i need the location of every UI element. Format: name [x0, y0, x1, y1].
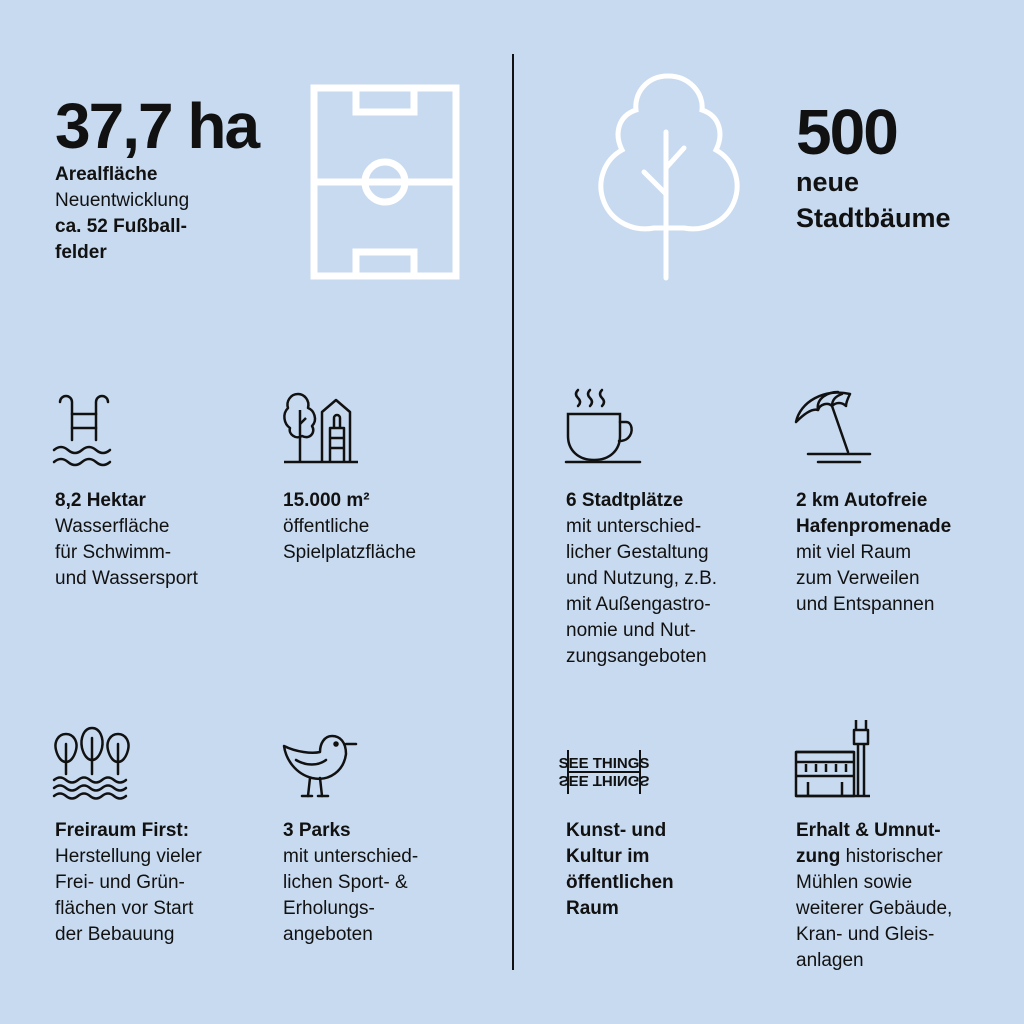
- feature-line: Kran- und Gleis-: [796, 924, 935, 945]
- feature-line: Mühlen sowie: [796, 872, 913, 893]
- area-line-2: Neuentwicklung: [55, 190, 190, 211]
- feature-title: zung: [796, 846, 841, 867]
- feature-line: mit Außengastro-: [566, 594, 711, 615]
- pool-ladder-icon: [52, 392, 116, 468]
- feature-title: Raum: [566, 898, 619, 919]
- feature-title: 15.000 m²: [283, 490, 370, 511]
- feature-title: Kunst- und: [566, 820, 667, 841]
- feature-line: weiterer Gebäude,: [796, 898, 953, 919]
- playground-icon: [282, 388, 360, 466]
- trees-description: [796, 164, 951, 236]
- feature-line: angeboten: [283, 924, 373, 945]
- feature-line: licher Gestaltung: [566, 542, 709, 563]
- feature-line: für Schwimm-: [55, 542, 172, 563]
- trees-line-2: Stadtbäume: [796, 203, 951, 233]
- feature-title: Hafenpromenade: [796, 516, 952, 537]
- feature-line: und Entspannen: [796, 594, 935, 615]
- feature-line: Herstellung vieler: [55, 846, 202, 867]
- feature-title: 6 Stadtplätze: [566, 490, 684, 511]
- feature-line: Wasserfläche: [55, 516, 170, 537]
- feature-water: [55, 488, 198, 592]
- tree-icon: [594, 72, 744, 282]
- center-divider: [512, 54, 514, 970]
- feature-line: historischer: [840, 846, 943, 867]
- feature-title: Freiraum First:: [55, 820, 190, 841]
- trees-water-icon: [52, 724, 132, 798]
- feature-title: 3 Parks: [283, 820, 351, 841]
- soccer-field-icon: [310, 84, 460, 280]
- feature-parks: [283, 818, 418, 948]
- feature-line: Erholungs-: [283, 898, 375, 919]
- feature-line: zum Verweilen: [796, 568, 920, 589]
- feature-line: lichen Sport- &: [283, 872, 408, 893]
- feature-line: anlagen: [796, 950, 864, 971]
- feature-title: Erhalt & Umnut-: [796, 820, 941, 841]
- art-text-reflection: SEE THINGS: [558, 772, 650, 789]
- feature-title: öffentlichen: [566, 872, 674, 893]
- feature-line: und Wassersport: [55, 568, 198, 589]
- feature-line: nomie und Nut-: [566, 620, 696, 641]
- trees-line-1: neue: [796, 167, 860, 197]
- feature-line: und Nutzung, z.B.: [566, 568, 718, 589]
- feature-line: Frei- und Grün-: [55, 872, 185, 893]
- feature-playground: [283, 488, 416, 566]
- coffee-cup-icon: [564, 386, 644, 466]
- feature-mills: [796, 818, 952, 974]
- feature-line: der Bebauung: [55, 924, 175, 945]
- art-text: SEE THINGS: [558, 755, 650, 772]
- feature-line: flächen vor Start: [55, 898, 194, 919]
- feature-promenade: [796, 488, 951, 618]
- feature-squares: [566, 488, 717, 670]
- mill-building-icon: [794, 716, 874, 798]
- feature-title: Kultur im: [566, 846, 650, 867]
- area-line-4: felder: [55, 242, 107, 263]
- trees-value: 500: [796, 96, 897, 168]
- feature-line: Spielplatzfläche: [283, 542, 417, 563]
- feature-line: zungsangeboten: [566, 646, 707, 667]
- see-things-art-icon: [558, 748, 650, 796]
- feature-title: 2 km Autofreie: [796, 490, 928, 511]
- area-description: [55, 162, 189, 266]
- bird-icon: [282, 730, 358, 800]
- feature-freiraum: [55, 818, 202, 948]
- area-value: 37,7 ha: [55, 90, 259, 162]
- feature-line: mit viel Raum: [796, 542, 912, 563]
- feature-mixed-line: [796, 844, 952, 870]
- area-line-3: ca. 52 Fußball-: [55, 216, 187, 237]
- area-line-1: Arealfläche: [55, 164, 158, 185]
- feature-art: [566, 818, 674, 922]
- feature-line: öffentliche: [283, 516, 370, 537]
- feature-line: mit unterschied-: [566, 516, 702, 537]
- feature-title: 8,2 Hektar: [55, 490, 146, 511]
- beach-umbrella-icon: [794, 388, 874, 468]
- feature-line: mit unterschied-: [283, 846, 419, 867]
